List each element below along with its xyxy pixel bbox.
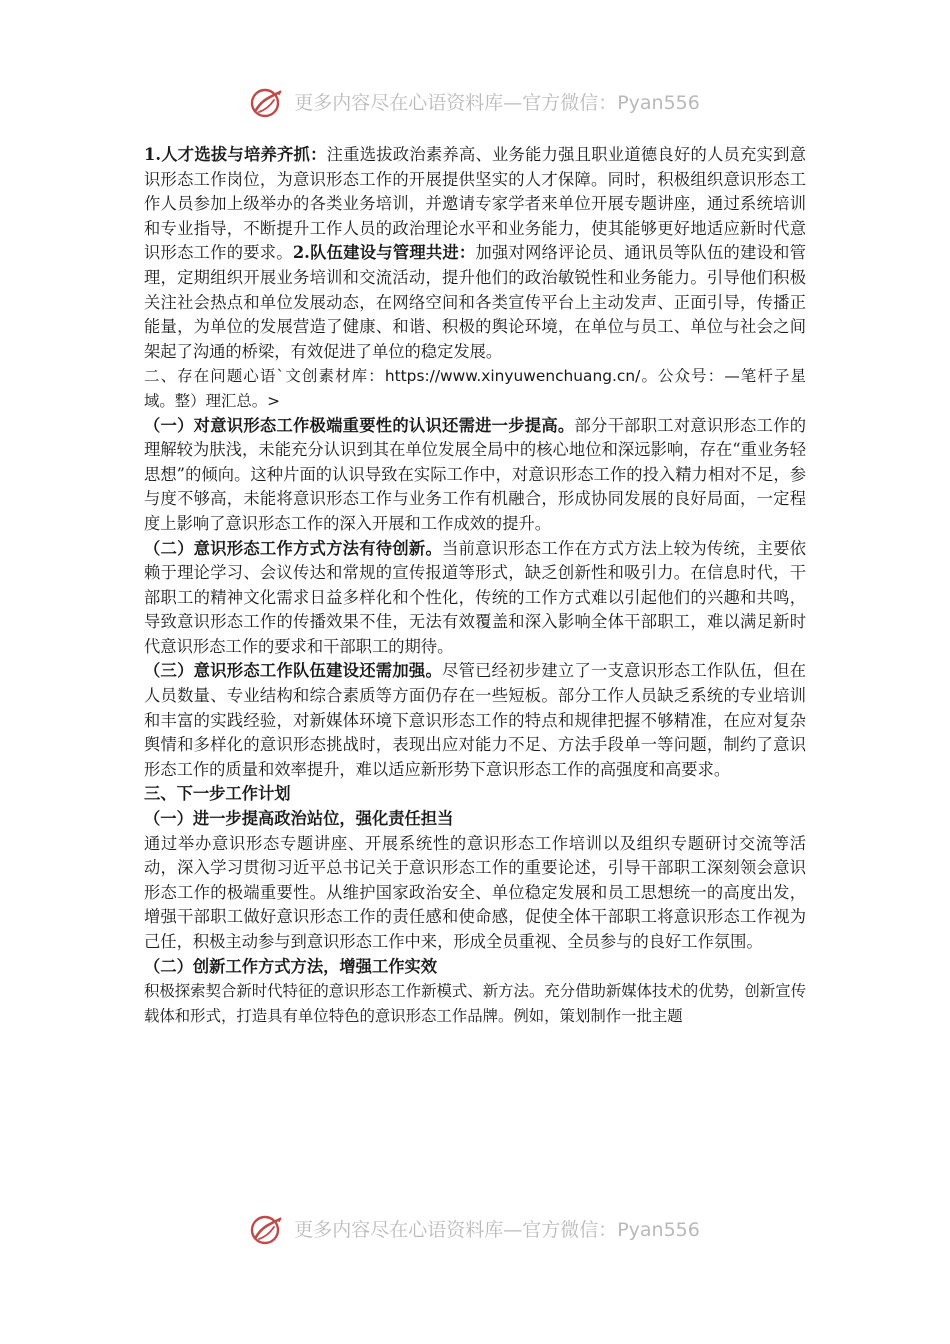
watermark-wechat-id: Pyan556 bbox=[617, 92, 700, 114]
paragraph-text: 部分干部职工对意识形态工作的理解较为肤浅，未能充分认识到其在单位发展全局中的核心地位和深远影响，存在“重业务轻思想”的倾向。这种片面的认识导致在实际工作中，对意识形态工作的投入精力相对不足，参与度不够高，未能将意识形态工作与业务工作有机融合，形成协同发展的良好局面，一定程度上影响了意识形态工作的深入开展和工作成效的提升。 bbox=[144, 415, 806, 533]
watermark-text: 更多内容尽在心语资料库—官方微信： bbox=[294, 1219, 618, 1241]
paragraph-text: 加强对网络评论员、通讯员等队伍的建设和管理，定期组织开展业务培训和交流活动，提升他们的政治敏锐性和业务能力。引导他们积极关注社会热点和单位发展动态，在网络空间和各类宣传平台上主动发声、正面引导，传播正能量，为单位的发展营造了健康、和谐、积极的舆论环境，在单位与员工、单位与社会之间架起了沟通的桥梁，有效促进了单位的稳定发展。 bbox=[144, 243, 806, 361]
subheading-political-stance: （一）进一步提高政治站位，强化责任担当 bbox=[144, 809, 454, 829]
document-body bbox=[144, 143, 806, 1028]
watermark-text: 更多内容尽在心语资料库—官方微信： bbox=[294, 92, 618, 114]
paragraph-text: 注重选拔政治素养高、业务能力强且职业道德良好的人员充实到意识形态工作岗位，为意识形态工作的开展提供坚实的人才保障。同时，积极组织意识形态工作人员参加上级举办的各类业务培训，并邀请专家学者来单位开展专题讲座，通过系统培训和专业指导，不断提升工作人员的政治理论水平和业务能力，使其能够更好地适应新时代意识形态工作的要求。 bbox=[144, 145, 806, 263]
paragraph-methods bbox=[144, 537, 806, 660]
paragraph-political-stance: 通过举办意识形态专题讲座、开展系统性的意识形态工作培训以及组织专题研讨交流等活动，深入学习贯彻习近平总书记关于意识形态工作的重要论述，引导干部职工深刻领会意识形态工作的极端重要性。从维护国家政治安全、单位稳定发展和员工思想统一的高度出发，增强干部职工做好意识形态工作的责任感和使命感，促使全体干部职工将意识形态工作视为己任，积极主动参与到意识形态工作中来，形成全员重视、全员参与的良好工作氛围。 bbox=[144, 833, 806, 951]
pen-signature-logo-icon bbox=[250, 1213, 284, 1247]
paragraph-text: 当前意识形态工作在方式方法上较为传统，主要依赖于理论学习、会议传达和常规的宣传报道等形式，缺乏创新性和吸引力。在信息时代，干部职工的精神文化需求日益多样化和个性化，传统的工作方式难以引起他们的兴趣和共鸣，导致意识形态工作的传播效果不佳，无法有效覆盖和深入影响全体干部职工，难以满足新时代意识形态工作的要求和干部职工的期待。 bbox=[144, 538, 806, 656]
watermark-wechat-id: Pyan556 bbox=[617, 1219, 700, 1241]
paragraph-lead: （一）对意识形态工作极端重要性的认识还需进一步提高。 bbox=[144, 415, 575, 435]
paragraph-lead: 1.人才选拔与培养齐抓： bbox=[144, 145, 327, 164]
paragraph-awareness bbox=[144, 414, 806, 537]
paragraph-innovation: 积极探索契合新时代特征的意识形态工作新模式、新方法。充分借助新媒体技术的优势，创新宣传载体和形式，打造具有单位特色的意识形态工作品牌。例如，策划制作一批主题 bbox=[144, 982, 806, 1025]
paragraph-lead: （三）意识形态工作队伍建设还需加强。 bbox=[144, 661, 443, 681]
footer-watermark bbox=[0, 1211, 950, 1247]
section-heading-problems: 二、存在问题心语`文创素材库：https://www.xinyuwenchuang.cn/。公众号：—笔杆子星域。整）理汇总。> bbox=[144, 367, 806, 410]
paragraph-team-building bbox=[144, 659, 806, 782]
header-watermark bbox=[0, 84, 950, 120]
paragraph-talent-selection bbox=[144, 143, 806, 364]
pen-signature-logo-icon bbox=[250, 86, 284, 120]
paragraph-lead: 2.队伍建设与管理共进： bbox=[292, 243, 476, 263]
section-heading-next-plan: 三、下一步工作计划 bbox=[144, 784, 291, 804]
subheading-innovation: （二）创新工作方式方法，增强工作实效 bbox=[144, 956, 438, 976]
paragraph-text: 尽管已经初步建立了一支意识形态工作队伍，但在人员数量、专业结构和综合素质等方面仍存在一些短板。部分工作人员缺乏系统的专业培训和丰富的实践经验，对新媒体环境下意识形态工作的特点和规律把握不够精准，在应对复杂舆情和多样化的意识形态挑战时，表现出应对能力不足、方法手段单一等问题，制约了意识形态工作的质量和效率提升，难以适应新形势下意识形态工作的高强度和高要求。 bbox=[144, 661, 806, 779]
paragraph-lead: （二）意识形态工作方式方法有待创新。 bbox=[144, 538, 443, 558]
